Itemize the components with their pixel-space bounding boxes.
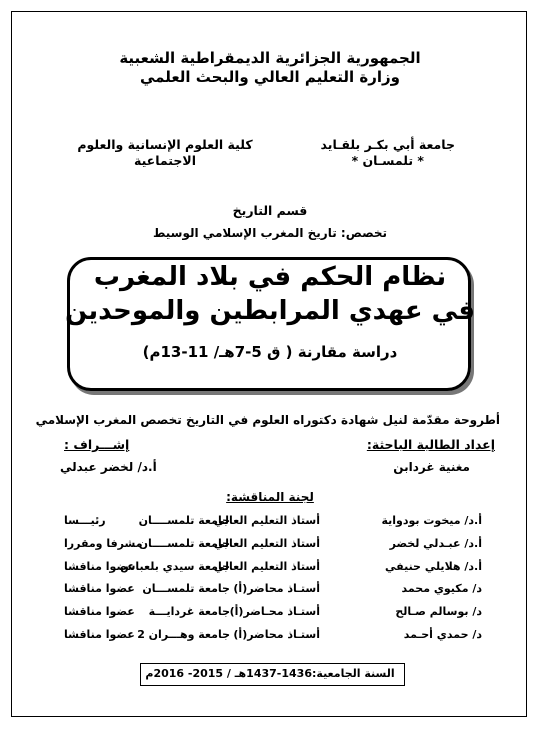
member-university: جامعة تلمســـان <box>142 582 230 595</box>
member-role: عضوا مناقشا <box>64 605 135 618</box>
department: قسم التاريخ <box>232 203 308 218</box>
member-university: جامعة سيدي بلعباس <box>120 560 230 573</box>
student-label: إعداد الطالبة الباحثة: <box>366 437 495 452</box>
faculty-line-1: كلية العلوم الإنسانية والعلوم <box>77 137 253 152</box>
university-city: * تلمسـان * <box>351 153 424 168</box>
member-name: د/ حمدي أحـمد <box>403 628 482 641</box>
thesis-note: أطروحة مقدّمة لنيل شهادة دكتوراه العلوم في التاريخ تخصص المغرب الإسلامي <box>35 413 500 427</box>
thesis-subtitle: دراسة مقارنة ( ق 5-7هـ/ 11-13م) <box>142 343 398 361</box>
member-name: أ.د/ ميخوت بودواية <box>381 514 482 527</box>
member-rank: أستـاذ محاضر(أ) <box>233 628 320 641</box>
member-rank: أستاذ التعليم العالي <box>213 514 320 527</box>
member-rank: أستاذ التعليم العالي <box>213 560 320 573</box>
student-name: مغنية غردابن <box>393 460 470 474</box>
member-role: رئيـــسا <box>64 514 106 527</box>
member-university: جامعة وهـــران 2 <box>137 628 230 641</box>
member-rank: أستـاذ محاضر(أ) <box>233 582 320 595</box>
university-block <box>321 137 455 169</box>
member-name: أ.د/ عبـدلي لخضر <box>389 537 482 550</box>
member-rank: أستـاذ محـاضر(أ) <box>229 605 320 618</box>
thesis-title-line-2: في عهدي المرابطين والموحدين <box>64 296 476 326</box>
specialty: تخصص: تاريخ المغرب الإسلامي الوسيط <box>152 226 388 240</box>
thesis-title-line-1: نظام الحكم في بلاد المغرب <box>93 262 447 292</box>
faculty-line-2: الاجتماعية <box>134 153 196 168</box>
member-name: أ.د/ هلايلي حنيفي <box>385 560 482 573</box>
member-university: جامعة تلمســــان <box>138 537 230 550</box>
member-university: جامعة غردايـــة <box>148 605 230 618</box>
supervisor-label: إشـــراف : <box>64 437 130 452</box>
committee-title: لجنة المناقشة: <box>226 490 314 504</box>
member-role: عضوا مناقشا <box>64 628 135 641</box>
university-name: جامعة أبي بكـر بلقـايد <box>320 137 455 152</box>
member-role: مشرفا ومقررا <box>64 537 143 550</box>
academic-year: السنة الجامعية:1436-1437هـ / 2015- 2016م <box>145 667 395 680</box>
member-university: جامعة تلمســــان <box>138 514 230 527</box>
member-name: د/ مكيوي محمد <box>401 582 482 595</box>
supervisor-name: أ.د/ لخضر عبدلي <box>60 460 157 474</box>
faculty-block <box>70 137 260 169</box>
member-name: د/ بوسالم صـالح <box>395 605 482 618</box>
member-role: عضوا مناقشا <box>64 560 135 573</box>
republic-heading: الجمهورية الجزائرية الديمقراطية الشعبية <box>119 49 421 67</box>
member-role: عضوا مناقشا <box>64 582 135 595</box>
member-rank: أستاذ التعليم العالي <box>213 537 320 550</box>
ministry-heading: وزارة التعليم العالي والبحث العلمي <box>139 68 401 86</box>
